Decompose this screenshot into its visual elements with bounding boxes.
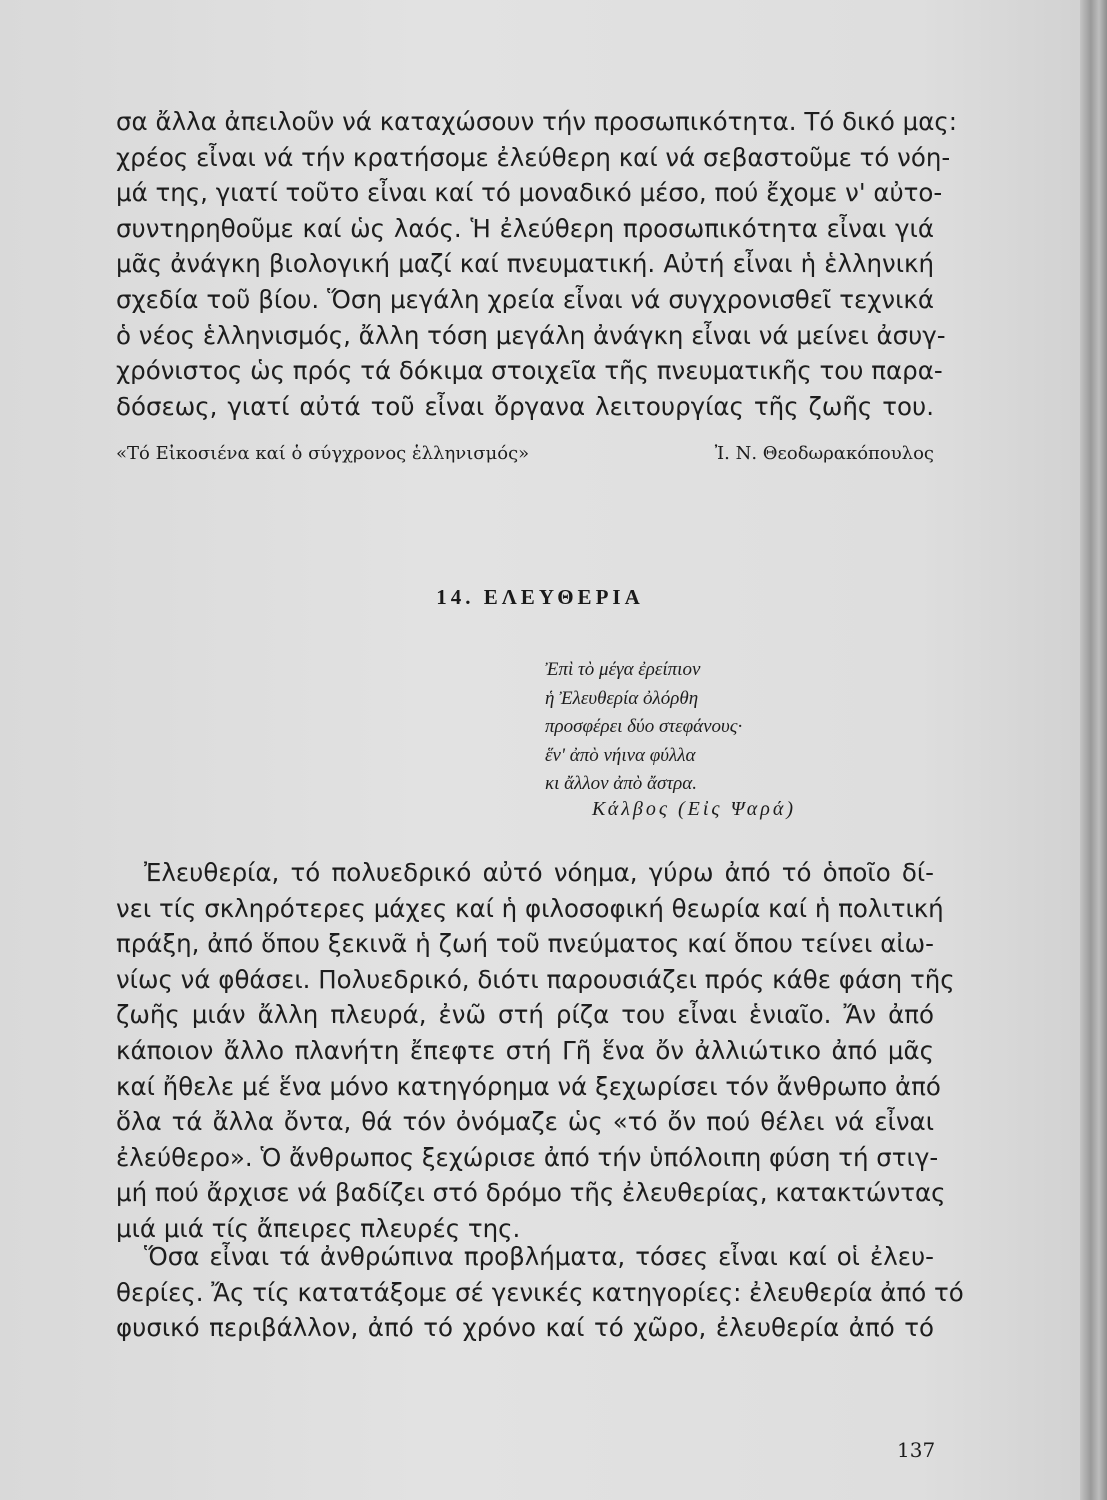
text-line: χρέος εἶναι νά τήν κρατήσομε ἐλεύθερη καί νά σεβαστοῦμε τό νόη- bbox=[116, 142, 951, 172]
epigraph-line: ἕν' ἀπὸ νήινα φύλλα bbox=[545, 744, 696, 766]
citation-author: Ἰ. Ν. Θεοδωρακόπουλος bbox=[714, 443, 934, 464]
text-line: φυσικό περιβάλλον, ἀπό τό χρόνο καί τό χῶρο, ἐλευθερία ἀπό τό bbox=[116, 1313, 934, 1343]
text-line: χρόνιστος ὡς πρός τά δόκιμα στοιχεῖα τῆς πνευματικῆς του παρα- bbox=[116, 356, 943, 386]
text-line: ζωῆς μιάν ἄλλη πλευρά, ἐνῶ στή ρίζα του εἶναι ἑνιαῖο. Ἄν ἀπό bbox=[116, 1000, 934, 1030]
page-edge bbox=[1080, 0, 1107, 1500]
text-line: μά της, γιατί τοῦτο εἶναι καί τό μοναδικό μέσο, πού ἔχομε ν' αὐτο- bbox=[116, 178, 943, 208]
text-line: Ὅσα εἶναι τά ἀνθρώπινα προβλήματα, τόσες εἶναι καί οἱ ἐλευ- bbox=[144, 1242, 934, 1271]
text-line: σχεδία τοῦ βίου. Ὅση μεγάλη χρεία εἶναι νά συγχρονισθεῖ τεχνικά bbox=[116, 284, 934, 314]
paragraph-1 bbox=[116, 104, 957, 424]
text-line: μή πού ἄρχισε νά βαδίζει στό δρόμο τῆς ἐλευθερίας, κατακτώντας bbox=[116, 1178, 946, 1208]
text-line: νίως νά φθάσει. Πολυεδρικό, διότι παρουσιάζει πρός κάθε φάση τῆς bbox=[116, 964, 955, 994]
epigraph-line: Ἐπὶ τὸ μέγα ἐρείπιον bbox=[545, 659, 701, 680]
epigraph bbox=[545, 656, 865, 799]
paragraph-2 bbox=[116, 855, 955, 1247]
text-line: ἐλεύθερο». Ὁ ἄνθρωπος ξεχώρισε ἀπό τήν ὑπόλοιπη φύση τή στιγ- bbox=[116, 1142, 939, 1172]
text-line: ὁ νέος ἑλληνισμός, ἄλλη τόση μεγάλη ἀνάγκη εἶναι νά μείνει ἀσυγ- bbox=[116, 320, 946, 350]
text-line: σα ἄλλα ἀπειλοῦν νά καταχώσουν τήν προσωπικότητα. Τό δικό μας: bbox=[116, 107, 957, 136]
text-line: δόσεως, γιατί αὐτά τοῦ εἶναι ὄργανα λειτουργίας τῆς ζωῆς του. bbox=[116, 391, 934, 421]
paragraph-3 bbox=[116, 1239, 964, 1346]
text-line: συντηρηθοῦμε καί ὡς λαός. Ἡ ἐλεύθερη προσωπικότητα εἶναι γιά bbox=[116, 213, 934, 243]
text-line: καί ἤθελε μέ ἕνα μόνο κατηγόρημα νά ξεχωρίσει τόν ἄνθρωπο ἀπό bbox=[116, 1071, 941, 1101]
chapter-heading: 14. ΕΛΕΥΘΕΡΙΑ bbox=[436, 585, 644, 609]
text-line: πράξη, ἀπό ὅπου ξεκινᾶ ἡ ζωή τοῦ πνεύματος καί ὅπου τείνει αἰω- bbox=[116, 929, 934, 959]
text-line: κάποιον ἄλλο πλανήτη ἔπεφτε στή Γῆ ἕνα ὄν ἀλλιώτικο ἀπό μᾶς bbox=[116, 1035, 934, 1065]
citation bbox=[116, 443, 934, 464]
page-number: 137 bbox=[897, 1438, 936, 1462]
epigraph-author: Κάλβος (Εἰς Ψαρά) bbox=[592, 798, 796, 820]
text-line: ὅλα τά ἄλλα ὄντα, θά τόν ὀνόμαζε ὡς «τό ὄν πού θέλει νά εἶναι bbox=[116, 1107, 934, 1137]
epigraph-line: προσφέρει δύο στεφάνους· bbox=[545, 716, 743, 738]
epigraph-line: ἡ Ἐλευθερία ὀλόρθη bbox=[545, 687, 699, 709]
text-line: θερίες. Ἄς τίς κατατάξομε σέ γενικές κατηγορίες: ἐλευθερία ἀπό τό bbox=[116, 1277, 964, 1307]
citation-source: «Τό Εἰκοσιένα καί ὁ σύγχρονος ἑλληνισμός» bbox=[116, 443, 530, 464]
text-line: μιά μιά τίς ἄπειρες πλευρές της. bbox=[116, 1213, 521, 1243]
text-line: Ἐλευθερία, τό πολυεδρικό αὐτό νόημα, γύρω ἀπό τό ὁποῖο δί- bbox=[144, 858, 934, 887]
text-line: μᾶς ἀνάγκη βιολογική μαζί καί πνευματική. Αὐτή εἶναι ἡ ἑλληνική bbox=[116, 249, 934, 279]
text-line: νει τίς σκληρότερες μάχες καί ἡ φιλοσοφική θεωρία καί ἡ πολιτική bbox=[116, 893, 944, 923]
epigraph-line: κι ἄλλον ἀπὸ ἄστρα. bbox=[545, 773, 697, 795]
